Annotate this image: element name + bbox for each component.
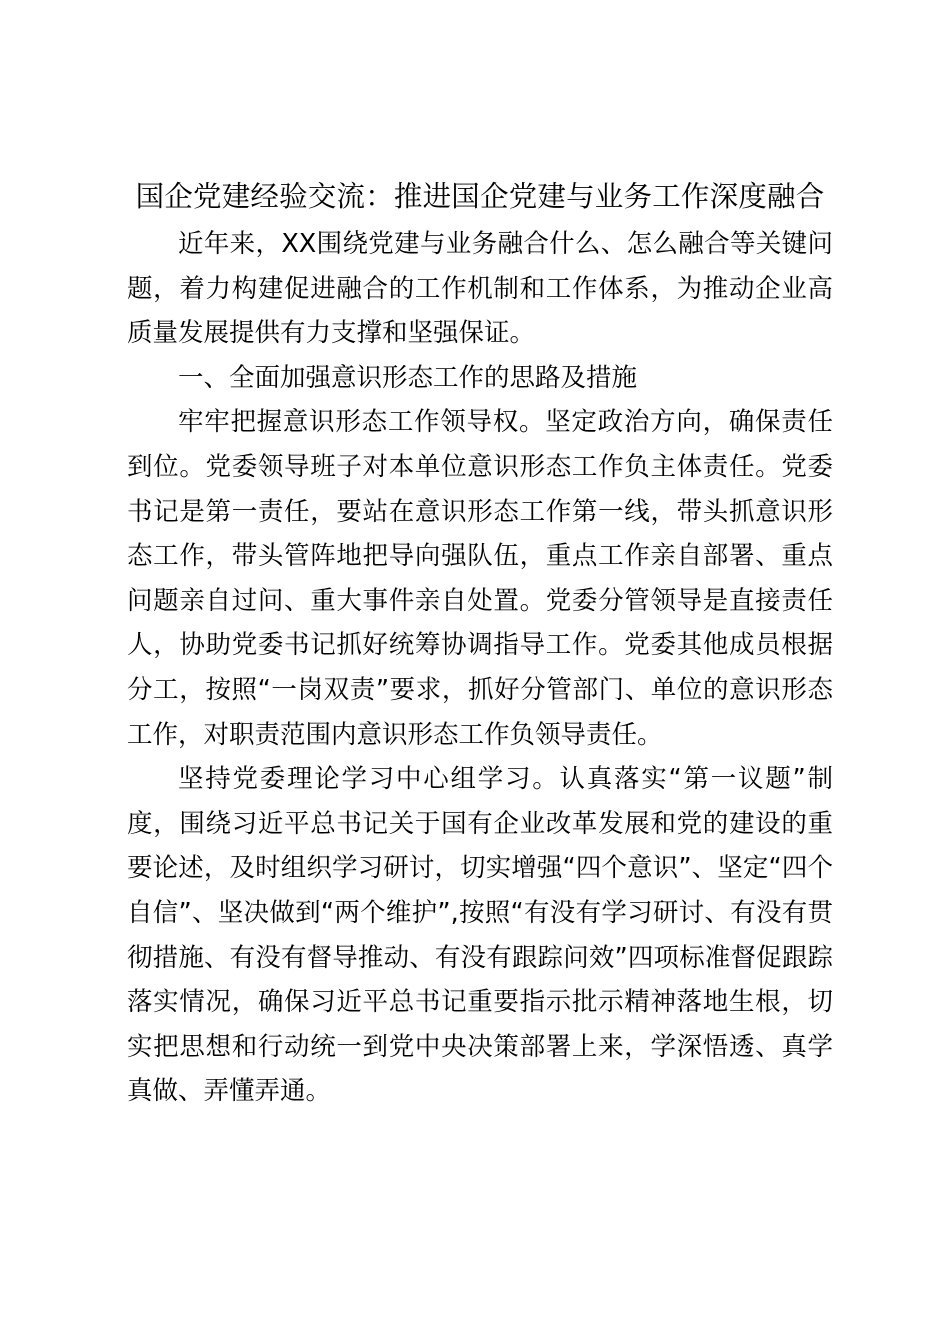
intro-paragraph: 近年来，XX围绕党建与业务融合什么、怎么融合等关键问题，着力构建促进融合的工作机制和工作体系，为推动企业高质量发展提供有力支撑和坚强保证。 — [127, 229, 833, 349]
document-title: 国企党建经验交流：推进国企党建与业务工作深度融合 — [135, 180, 825, 213]
body-paragraph: 坚持党委理论学习中心组学习。认真落实“第一议题”制度，围绕习近平总书记关于国有企业改革发展和党的建设的重要论述，及时组织学习研讨，切实增强“四个意识”、坚定“四个自信”、坚决做到“两个维护”,按照“有没有学习研讨、有没有贯彻措施、有没有督导推动、有没有跟踪问效”四项标准督促跟踪落实情况，确保习近平总书记重要指示批示精神落地生根，切实把思想和行动统一到党中央决策部署上来，学深悟透、真学真做、弄懂弄通。 — [127, 764, 833, 1107]
body-paragraph: 牢牢把握意识形态工作领导权。坚定政治方向，确保责任到位。党委领导班子对本单位意识形态工作负主体责任。党委书记是第一责任，要站在意识形态工作第一线，带头抓意识形态工作，带头管阵地把导向强队伍，重点工作亲自部署、重点问题亲自过问、重大事件亲自处置。党委分管领导是直接责任人，协助党委书记抓好统筹协调指导工作。党委其他成员根据分工，按照“一岗双责”要求，抓好分管部门、单位的意识形态工作，对职责范围内意识形态工作负领导责任。 — [127, 407, 833, 750]
section-heading: 一、全面加强意识形态工作的思路及措施 — [178, 362, 638, 393]
document-body — [127, 222, 833, 1114]
